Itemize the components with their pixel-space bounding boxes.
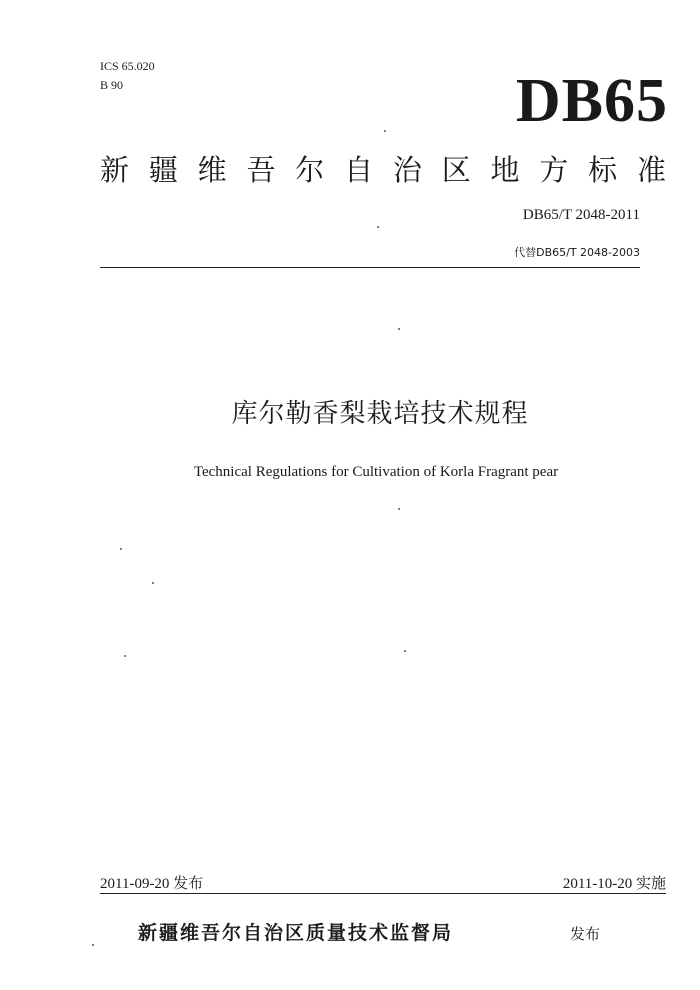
standard-type-char: 尔 bbox=[295, 153, 325, 187]
scan-speck bbox=[120, 548, 122, 550]
standard-type-char: 新 bbox=[100, 153, 130, 187]
standard-type-char: 治 bbox=[392, 153, 422, 187]
standard-type-char: 准 bbox=[636, 153, 666, 187]
standard-type-char: 方 bbox=[539, 153, 569, 187]
scan-speck bbox=[398, 328, 400, 330]
header-divider bbox=[100, 267, 640, 268]
standard-type-char: 标 bbox=[588, 153, 618, 187]
standard-type-char: 疆 bbox=[148, 153, 178, 187]
scan-speck bbox=[398, 508, 400, 510]
scan-speck bbox=[92, 944, 94, 946]
standard-type-char: 维 bbox=[197, 153, 227, 187]
footer-divider bbox=[100, 893, 666, 894]
ics-code: ICS 65.020 bbox=[100, 59, 155, 73]
standard-type-char: 区 bbox=[441, 153, 471, 187]
title-english: Technical Regulations for Cultivation of Korla Fragrant pear bbox=[193, 464, 559, 480]
scan-speck bbox=[377, 226, 379, 228]
scan-speck bbox=[404, 650, 406, 652]
standard-type-char: 地 bbox=[490, 153, 520, 187]
issuing-authority: 新疆维吾尔自治区质量技术监督局 bbox=[138, 922, 454, 944]
issue-date: 2011-09-20 发布 bbox=[100, 876, 204, 892]
ccs-code: B 90 bbox=[100, 78, 124, 92]
scan-speck bbox=[152, 582, 154, 584]
standard-number: DB65/T 2048-2011 bbox=[522, 207, 640, 223]
issuer-suffix: 发布 bbox=[570, 925, 601, 943]
scan-speck bbox=[124, 655, 126, 657]
standard-logo: DB65 bbox=[515, 67, 668, 135]
standard-type-char: 吾 bbox=[246, 153, 276, 187]
implementation-date: 2011-10-20 实施 bbox=[562, 876, 666, 892]
standard-type-char: 自 bbox=[344, 153, 374, 187]
replaces-standard: 代替DB65/T 2048-2003 bbox=[514, 246, 640, 259]
scan-speck bbox=[384, 130, 386, 132]
standard-type-heading bbox=[100, 150, 666, 190]
title-chinese: 库尔勒香梨栽培技术规程 bbox=[231, 399, 529, 429]
